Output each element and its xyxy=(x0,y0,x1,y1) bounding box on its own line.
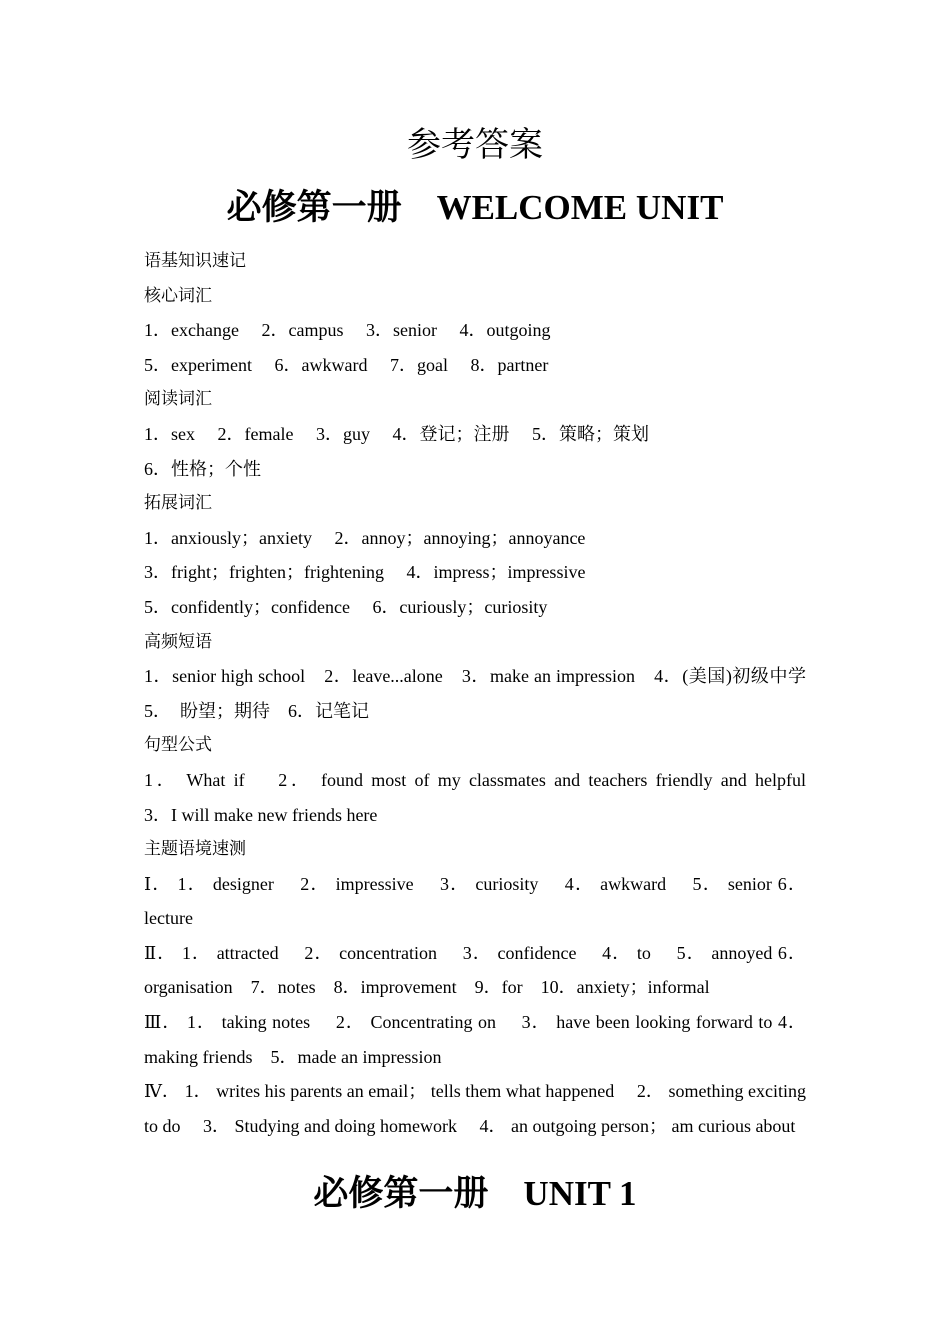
section-heading-reading-vocab: 阅读词汇 xyxy=(144,389,212,410)
answer-item: 6．awkward xyxy=(274,354,368,375)
answer-body xyxy=(144,244,824,1143)
test-part-4: Ⅳ． 1． writes his parents an email； tells them what happened 2． something exciting to do 3． Studying and doing homework 4． an outgoing person； am curious about xyxy=(144,1081,806,1136)
answer-item: 4．impress；impressive xyxy=(406,562,586,583)
core-vocab-line xyxy=(144,348,806,383)
core-vocab-line xyxy=(144,313,806,348)
answer-item: 4．outgoing xyxy=(459,320,551,341)
test-part-2: Ⅱ． 1． attracted 2． concentration 3． confidence 4． to 5． annoyed 6．organisation 7．notes 8．improvement 9．for 10．anxiety；informal xyxy=(144,942,806,998)
reading-vocab-line xyxy=(144,452,806,487)
test-part-1: Ⅰ． 1． designer 2． impressive 3． curiosity 4． awkward 5． senior 6．lecture xyxy=(144,873,806,929)
section-heading-basics: 语基知识速记 xyxy=(144,251,246,271)
reading-vocab-line xyxy=(144,417,806,452)
answer-item: 5．策略；策划 xyxy=(531,423,649,444)
phrases-paragraph: 1．senior high school 2．leave...alone 3．make an impression 4．(美国)初级中学 5． 盼望；期待 6．记笔记 xyxy=(144,666,824,721)
answer-item: 4．登记；注册 xyxy=(392,423,510,444)
answer-item: 2．female xyxy=(217,423,294,444)
extended-vocab-line xyxy=(144,590,806,625)
answer-item: 6．性格；个性 xyxy=(144,458,261,479)
answer-item: 6．curiously；curiosity xyxy=(372,596,548,617)
answer-item: 1．exchange xyxy=(144,320,239,341)
section-heading-core-vocab: 核心词汇 xyxy=(144,285,212,306)
section-heading-phrases: 高频短语 xyxy=(144,631,212,652)
extended-vocab-line xyxy=(144,521,806,556)
page-title: 参考答案 xyxy=(407,127,543,164)
answer-item: 8．partner xyxy=(470,354,549,375)
answer-item: 2．annoy；annoying；annoyance xyxy=(334,527,586,548)
answer-item: 7．goal xyxy=(389,354,448,375)
section-heading-context-test: 主题语境速测 xyxy=(144,839,246,860)
section-heading-extended-vocab: 拓展词汇 xyxy=(144,493,212,514)
answer-item: 2．campus xyxy=(261,320,344,341)
answer-item: 5．confidently；confidence xyxy=(144,596,350,617)
answer-item: 5．experiment xyxy=(144,354,252,375)
patterns-line: 1． What if 2． found most of my classmates and teachers friendly and helpful xyxy=(144,769,806,790)
test-part-3: Ⅲ． 1． taking notes 2． Concentrating on 3． have been looking forward to 4．making friends 5．made an impression xyxy=(144,1012,806,1067)
answer-item: 1．anxiously；anxiety xyxy=(144,527,312,548)
section-heading-sentence-patterns: 句型公式 xyxy=(144,735,212,756)
extended-vocab-line xyxy=(144,555,806,590)
answer-item: 1．sex xyxy=(144,423,195,444)
patterns-line: 3．I will make new friends here xyxy=(144,804,378,825)
answer-item: 3．guy xyxy=(315,423,370,444)
unit-heading-welcome: 必修第一册 WELCOME UNIT xyxy=(226,188,724,227)
answer-item: 3．fright；frighten；frightening xyxy=(144,562,384,583)
answer-item: 3．senior xyxy=(365,320,437,341)
unit-heading-unit1: 必修第一册 UNIT 1 xyxy=(313,1174,637,1213)
